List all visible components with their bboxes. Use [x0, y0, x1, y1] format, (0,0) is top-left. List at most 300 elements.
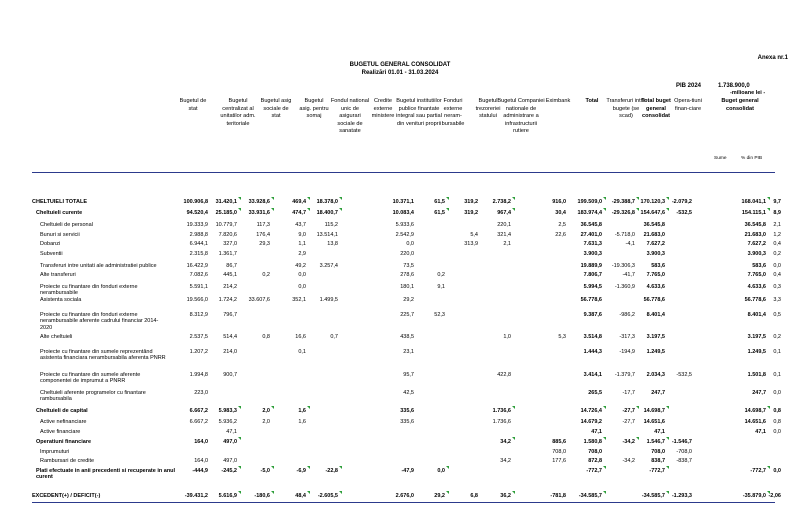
column-header: Eximbank [545, 98, 571, 104]
cell-value: 1,1 [298, 241, 306, 247]
cell-value: 3.197,5 [646, 334, 665, 340]
cell-value: 278,6 [400, 272, 414, 278]
cell-value: 5.994,5 [583, 284, 602, 290]
cell-value: -19.306,3 [611, 263, 635, 269]
cell-value: 0,0 [437, 468, 445, 474]
cell-value: 21.683,0 [744, 232, 766, 238]
cell-value: 183.974,4 [577, 210, 602, 216]
cell-value: -4,1 [625, 241, 635, 247]
column-header: Bugetul asig sociale de stat [260, 98, 292, 120]
cell-value: 3.197,5 [747, 334, 766, 340]
cell-value: 9,0 [298, 232, 306, 238]
cell-value: 1.249,5 [747, 349, 766, 355]
cell-marker-icon [271, 208, 274, 211]
cell-value: 319,2 [464, 210, 478, 216]
cell-value: -1.379,7 [614, 372, 635, 378]
cell-value: 1.994,8 [189, 372, 208, 378]
cell-marker-icon [512, 406, 515, 409]
column-header: Transferuri intre bugete (se scad) [606, 98, 646, 120]
column-header: Buget general consolidat [721, 98, 759, 112]
cell-value: 313,9 [464, 241, 478, 247]
cell-value: 319,2 [464, 199, 478, 205]
cell-value: 3.900,3 [747, 251, 766, 257]
cell-marker-icon [446, 466, 449, 469]
cell-value: 0,0 [773, 468, 781, 474]
report-title: BUGETUL GENERAL CONSOLIDAT [349, 62, 451, 68]
cell-value: 796,7 [223, 312, 237, 318]
cell-value: 5.616,9 [218, 493, 237, 499]
cell-value: 1.736,6 [492, 408, 511, 414]
cell-value: 21.683,0 [643, 232, 665, 238]
cell-value: 5.983,3 [218, 408, 237, 414]
cell-value: 9,1 [437, 284, 445, 290]
cell-value: 56.778,6 [580, 297, 602, 303]
report-period: Realizări 01.01 - 31.03.2024 [361, 70, 439, 76]
cell-value: -838,7 [676, 458, 692, 464]
cell-value: 27.401,0 [580, 232, 602, 238]
cell-value: 7.806,7 [583, 272, 602, 278]
cell-value: 29,3 [259, 241, 270, 247]
cell-value: 7.765,0 [646, 272, 665, 278]
cell-value: -34,2 [622, 458, 635, 464]
cell-value: 0,2 [437, 272, 445, 278]
row-label: Proiecte cu finantare din sumele aferente componentei de imprumut a PNRR [40, 372, 141, 385]
cell-marker-icon [271, 197, 274, 200]
cell-value: 6,8 [470, 493, 478, 499]
cell-value: 47,1 [591, 429, 602, 435]
cell-value: 8,9 [773, 210, 781, 216]
cell-value: 61,5 [434, 199, 445, 205]
cell-value: 0,7 [330, 334, 338, 340]
cell-value: 13,8 [327, 241, 338, 247]
cell-value: 49,2 [295, 263, 306, 269]
column-header: Total [585, 98, 599, 104]
cell-value: 1.499,5 [319, 297, 338, 303]
cell-value: 469,4 [292, 199, 306, 205]
cell-value: 0,0 [406, 241, 414, 247]
cell-value: 14.651,6 [744, 419, 766, 425]
row-label: Alte transferuri [40, 272, 76, 278]
column-header: Bugetul de stat [179, 98, 207, 112]
cell-value: 14.698,7 [643, 408, 665, 414]
subcol-sume: Sume [714, 156, 727, 161]
cell-value: 1.249,5 [646, 349, 665, 355]
cell-value: 154.115,1 [741, 210, 766, 216]
cell-value: 445,1 [223, 272, 237, 278]
cell-value: 6.667,2 [189, 408, 208, 414]
cell-value: -27,7 [622, 408, 635, 414]
cell-value: 31.420,1 [215, 199, 237, 205]
cell-value: 0,1 [773, 349, 781, 355]
cell-value: 2.537,5 [189, 334, 208, 340]
cell-value: -180,6 [254, 493, 270, 499]
cell-value: 1.546,7 [646, 439, 665, 445]
cell-marker-icon [603, 466, 606, 469]
cell-marker-icon [666, 466, 669, 469]
cell-marker-icon [307, 406, 310, 409]
cell-value: 29,2 [434, 493, 445, 499]
cell-value: 9,7 [773, 199, 781, 205]
cell-value: -35.879,0 [742, 493, 766, 499]
row-label: Proiecte cu finantare din sumele reprezentând asistenta financiara nerambursabila aferenta PNRR [40, 349, 166, 362]
row-label: Transferuri intre unitati ale administratiei publice [40, 263, 157, 269]
cell-value: 438,5 [400, 334, 414, 340]
cell-value: -1.546,7 [671, 439, 692, 445]
cell-value: 100.906,8 [183, 199, 208, 205]
cell-marker-icon [512, 491, 515, 494]
unit-label: -milioane lei - [730, 90, 766, 96]
cell-value: 7.627,2 [646, 241, 665, 247]
cell-value: 10.371,1 [392, 199, 414, 205]
cell-value: 1.736,6 [492, 419, 511, 425]
cell-value: 321,4 [497, 232, 511, 238]
cell-value: 2.315,8 [189, 251, 208, 257]
cell-value: 2,1 [773, 222, 781, 228]
column-header: Total buget general consolidat [641, 98, 671, 120]
cell-value: 52,3 [434, 312, 445, 318]
row-label: Alte cheltuieli [40, 334, 73, 340]
column-header: Credite externe ministere [371, 98, 395, 120]
cell-value: 36,2 [500, 493, 511, 499]
cell-value: -29.326,8 [611, 210, 635, 216]
cell-value: 327,0 [223, 241, 237, 247]
cell-marker-icon [271, 406, 274, 409]
cell-value: 0,8 [773, 419, 781, 425]
row-label: Proiecte cu finantare din fonduri externe nerambursabile [40, 284, 138, 297]
cell-value: 47,1 [654, 429, 665, 435]
cell-value: 154.647,6 [640, 210, 665, 216]
cell-value: -2.079,2 [671, 199, 692, 205]
row-label: Operatiuni financiare [36, 439, 92, 445]
cell-value: 1.580,8 [583, 439, 602, 445]
cell-value: 0,8 [773, 408, 781, 414]
cell-marker-icon [339, 208, 342, 211]
cell-value: 1.724,2 [218, 297, 237, 303]
cell-value: 220,1 [497, 222, 511, 228]
cell-value: 0,1 [773, 372, 781, 378]
cell-value: 247,7 [752, 390, 766, 396]
cell-value: 335,6 [400, 408, 414, 414]
cell-value: 1,6 [298, 408, 306, 414]
cell-value: 708,0 [588, 449, 602, 455]
cell-value: 967,4 [497, 210, 511, 216]
cell-value: -532,5 [676, 210, 692, 216]
cell-value: 0,0 [298, 284, 306, 290]
cell-value: 214,0 [223, 349, 237, 355]
cell-value: 6.944,1 [189, 241, 208, 247]
cell-value: -6,9 [296, 468, 306, 474]
cell-value: 115,2 [324, 222, 338, 228]
cell-value: -245,2 [221, 468, 237, 474]
cell-value: 0,5 [773, 312, 781, 318]
cell-value: 10.779,7 [215, 222, 237, 228]
cell-value: 3,3 [773, 297, 781, 303]
cell-value: 1,6 [298, 419, 306, 425]
cell-value: 474,7 [292, 210, 306, 216]
row-label: Imprumuturi [40, 449, 70, 455]
cell-value: -194,9 [619, 349, 635, 355]
column-header: Bugetul centralizat al unitatilor adm. teritoriale [220, 98, 256, 127]
cell-value: 0,4 [773, 272, 781, 278]
cell-value: 2,1 [503, 241, 511, 247]
cell-value: 3.900,3 [646, 251, 665, 257]
cell-value: 14.651,6 [643, 419, 665, 425]
cell-value: -781,8 [550, 493, 566, 499]
row-label: CHELTUIELI TOTALE [32, 199, 87, 205]
cell-value: 33.928,6 [248, 199, 270, 205]
cell-value: 23,1 [403, 349, 414, 355]
cell-value: 265,5 [588, 390, 602, 396]
column-header: Bugetul asig. pentru somaj [299, 98, 329, 120]
cell-value: 47,1 [226, 429, 237, 435]
cell-value: 4.633,6 [747, 284, 766, 290]
cell-value: 29,2 [403, 297, 414, 303]
cell-value: 95,7 [403, 372, 414, 378]
cell-value: 0,3 [773, 284, 781, 290]
cell-value: 900,7 [223, 372, 237, 378]
cell-value: 2.988,8 [189, 232, 208, 238]
row-label: Cheltuieli de capital [36, 408, 88, 414]
cell-value: 5,4 [470, 232, 478, 238]
cell-value: 5.936,2 [218, 419, 237, 425]
cell-value: 19.889,9 [580, 263, 602, 269]
cell-value: 1.207,2 [189, 349, 208, 355]
cell-value: 7.820,6 [218, 232, 237, 238]
cell-value: 16,6 [295, 334, 306, 340]
cell-value: 1.501,8 [747, 372, 766, 378]
cell-value: 1,2 [773, 232, 781, 238]
cell-value: 872,8 [588, 458, 602, 464]
cell-value: -708,0 [676, 449, 692, 455]
cell-value: 214,2 [223, 284, 237, 290]
cell-value: 5,3 [558, 334, 566, 340]
cell-value: 583,6 [651, 263, 665, 269]
cell-value: -41,7 [622, 272, 635, 278]
cell-value: 335,6 [400, 419, 414, 425]
cell-value: 16.422,9 [186, 263, 208, 269]
cell-value: 247,7 [651, 390, 665, 396]
cell-value: 497,0 [223, 458, 237, 464]
cell-value: -772,7 [649, 468, 665, 474]
row-label: Active financiare [40, 429, 81, 435]
row-label: Proiecte cu finantare din fonduri externe nerambursabile aferente cadrului financiar 2014-2020 [40, 312, 159, 331]
cell-value: -1.360,9 [614, 284, 635, 290]
cell-value: 916,0 [552, 199, 566, 205]
cell-value: -39.431,2 [184, 493, 208, 499]
cell-value: 73,5 [403, 263, 414, 269]
cell-value: 2.738,2 [492, 199, 511, 205]
cell-value: 1.361,7 [218, 251, 237, 257]
cell-value: 36.545,8 [580, 222, 602, 228]
cell-value: 7.627,2 [747, 241, 766, 247]
cell-value: 3.900,3 [583, 251, 602, 257]
cell-value: 86,7 [226, 263, 237, 269]
cell-value: 708,0 [651, 449, 665, 455]
cell-value: 164,0 [194, 439, 208, 445]
cell-value: 2,5 [558, 222, 566, 228]
cell-value: 33.607,6 [248, 297, 270, 303]
cell-value: 168.041,1 [741, 199, 766, 205]
cell-value: 14.726,4 [580, 408, 602, 414]
cell-value: 497,0 [223, 439, 237, 445]
pib-value: 1.738.900,0 [718, 83, 750, 89]
cell-value: 18.378,0 [316, 199, 338, 205]
cell-value: -2,06 [768, 493, 781, 499]
row-label: Cheltuieli curente [36, 210, 83, 216]
cell-value: -29.388,7 [611, 199, 635, 205]
cell-value: -34,2 [622, 439, 635, 445]
cell-value: 514,4 [223, 334, 237, 340]
cell-value: -1.293,3 [671, 493, 692, 499]
cell-value: 56.778,6 [643, 297, 665, 303]
cell-value: 885,6 [552, 439, 566, 445]
cell-value: 0,0 [298, 272, 306, 278]
cell-value: 3.414,1 [583, 372, 602, 378]
row-label: Cheltuieli de personal [40, 222, 93, 228]
cell-value: 56.778,6 [744, 297, 766, 303]
cell-value: 25.185,0 [215, 210, 237, 216]
header-divider [32, 172, 775, 173]
cell-marker-icon [271, 466, 274, 469]
cell-value: 177,6 [552, 458, 566, 464]
cell-value: 164,0 [194, 458, 208, 464]
cell-value: 34,2 [500, 439, 511, 445]
cell-marker-icon [271, 491, 274, 494]
cell-value: 47,1 [755, 429, 766, 435]
cell-value: 8.312,9 [189, 312, 208, 318]
cell-value: -772,7 [586, 468, 602, 474]
cell-value: 22,6 [555, 232, 566, 238]
cell-marker-icon [339, 491, 342, 494]
cell-value: 2,0 [262, 419, 270, 425]
annex-label: Anexa nr.1 [757, 55, 788, 61]
row-label: Bunuri si servicii [40, 232, 80, 238]
cell-value: 2.034,3 [646, 372, 665, 378]
cell-value: 0,8 [262, 334, 270, 340]
cell-value: 4.633,6 [646, 284, 665, 290]
cell-value: -772,7 [750, 468, 766, 474]
cell-value: 48,4 [295, 493, 306, 499]
cell-value: 2,9 [298, 251, 306, 257]
cell-value: 708,0 [552, 449, 566, 455]
cell-value: 422,8 [497, 372, 511, 378]
cell-value: 14.679,2 [580, 419, 602, 425]
cell-marker-icon [339, 466, 342, 469]
cell-value: 61,5 [434, 210, 445, 216]
row-label: Cheltuieli aferente programelor cu finantare rambursabila [40, 390, 146, 403]
cell-marker-icon [512, 197, 515, 200]
cell-value: -34.585,7 [641, 493, 665, 499]
cell-marker-icon [603, 491, 606, 494]
cell-value: 180,1 [400, 284, 414, 290]
row-label: Plati efectuate in anii precedenti si recuperate in anul curent [36, 468, 176, 481]
row-label: Asistenta sociala [40, 297, 82, 303]
cell-value: 117,3 [256, 222, 270, 228]
cell-marker-icon [512, 208, 515, 211]
cell-value: 34,2 [500, 458, 511, 464]
cell-value: 3.257,4 [319, 263, 338, 269]
cell-value: 7.082,6 [189, 272, 208, 278]
cell-value: -5,0 [260, 468, 270, 474]
cell-value: 19.333,9 [186, 222, 208, 228]
cell-value: 9.387,6 [583, 312, 602, 318]
cell-value: 33.931,6 [248, 210, 270, 216]
cell-value: 7.631,3 [583, 241, 602, 247]
cell-value: 2.676,0 [395, 493, 414, 499]
cell-value: 19.566,0 [186, 297, 208, 303]
cell-value: -986,2 [619, 312, 635, 318]
cell-value: 1,0 [503, 334, 511, 340]
cell-value: 8.401,4 [747, 312, 766, 318]
cell-value: 170.120,3 [640, 199, 665, 205]
cell-value: 0,1 [298, 349, 306, 355]
cell-value: 43,7 [295, 222, 306, 228]
cell-value: 0,4 [773, 241, 781, 247]
pib-label: PIB 2024 [676, 83, 702, 89]
cell-value: 14.698,7 [744, 408, 766, 414]
cell-value: 0,0 [773, 390, 781, 396]
cell-marker-icon [666, 406, 669, 409]
column-header: Fonduri externe neram-bursabile [441, 98, 465, 127]
column-header: Fondul national unic de asigurari sociale de sanatate [330, 98, 370, 135]
row-label: Dobanzi [40, 241, 61, 247]
cell-value: 0,2 [262, 272, 270, 278]
cell-value: -34.585,7 [578, 493, 602, 499]
cell-value: 0,2 [773, 251, 781, 257]
cell-value: -17,7 [622, 390, 635, 396]
cell-value: 18.400,7 [316, 210, 338, 216]
cell-value: 2,0 [262, 408, 270, 414]
cell-value: 583,6 [752, 263, 766, 269]
row-label: Active nefinanciare [40, 419, 87, 425]
subcol-pct-pib: % din PIB [741, 156, 763, 161]
column-header: Bugetul institutiilor publice finantate integral sau partial din venituri proprii [396, 98, 442, 127]
cell-value: 36.545,8 [643, 222, 665, 228]
cell-value: 8.401,4 [646, 312, 665, 318]
cell-marker-icon [339, 197, 342, 200]
cell-value: -47,9 [401, 468, 414, 474]
cell-marker-icon [238, 437, 241, 440]
cell-value: 0,0 [773, 429, 781, 435]
cell-value: 0,2 [773, 334, 781, 340]
cell-value: -5.718,0 [614, 232, 635, 238]
cell-value: 2.542,9 [395, 232, 414, 238]
cell-value: 225,7 [400, 312, 414, 318]
cell-value: -27,7 [622, 419, 635, 425]
cell-value: -22,8 [325, 468, 338, 474]
cell-value: 10.083,4 [392, 210, 414, 216]
cell-value: 6.667,2 [189, 419, 208, 425]
column-header: Bugetul Companiei nationale de administrare a infrastructurii rutiere [497, 98, 545, 135]
cell-value: -532,5 [676, 372, 692, 378]
row-label: Rambursari de credite [40, 458, 95, 464]
cell-value: -444,9 [192, 468, 208, 474]
cell-value: 223,0 [194, 390, 208, 396]
cell-value: 1.444,3 [583, 349, 602, 355]
row-label: Subventii [40, 251, 63, 257]
column-header: Opera-tiuni finan-ciare [674, 98, 702, 112]
cell-value: 42,5 [403, 390, 414, 396]
cell-value: 838,7 [651, 458, 665, 464]
cell-value: -317,3 [619, 334, 635, 340]
cell-value: 0,0 [773, 263, 781, 269]
column-header: Bugetul trezoreriei statului [475, 98, 501, 120]
cell-value: 352,1 [292, 297, 306, 303]
cell-value: 5.591,1 [189, 284, 208, 290]
cell-value: 13.514,1 [316, 232, 338, 238]
cell-value: 36.545,8 [744, 222, 766, 228]
row-label: EXCEDENT(+) / DEFICIT(-) [32, 493, 101, 499]
